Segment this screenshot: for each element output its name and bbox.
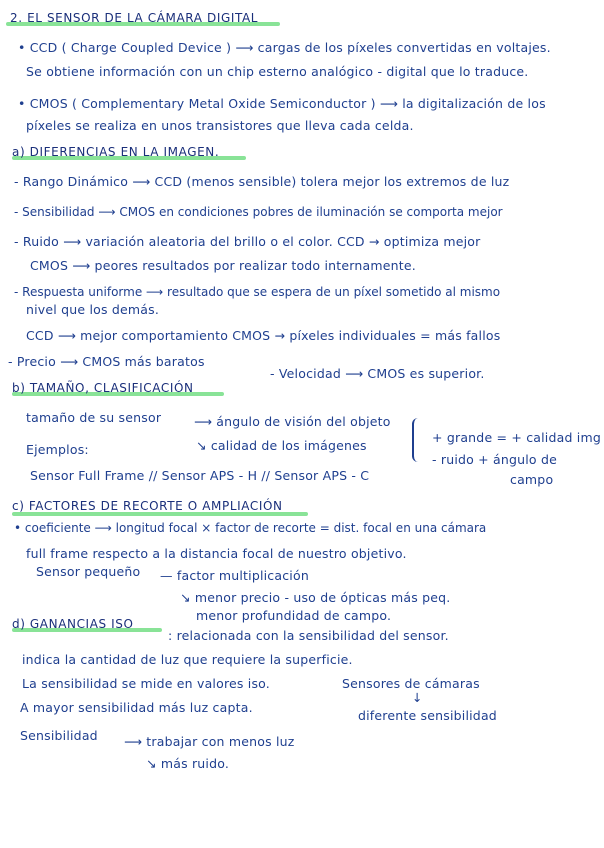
menor-profundidad-text: menor profundidad de campo. [196,608,392,623]
sensores-camaras-text: Sensores de cámaras [342,676,480,691]
mas-ruido-text: ↘ más ruido. [146,756,230,771]
sensibilidad-label: Sensibilidad [20,728,98,743]
campo-text: campo [510,472,554,487]
section-title: 2. EL SENSOR DE LA CÁMARA DIGITAL [10,11,259,25]
cmos-line-1: • CMOS ( Complementary Metal Oxide Semiconductor ) ⟶ la digitalización de los [18,96,546,111]
iso-line-1: : relacionada con la sensibilidad del sensor. [168,628,449,643]
tamano-label: tamaño de su sensor [26,410,162,425]
rango-line: - Rango Dinámico ⟶ CCD (menos sensible) tolera mejor los extremos de luz [14,174,510,189]
section-d-title: d) GANANCIAS ISO [12,617,134,631]
respuesta-line-3: CCD ⟶ mejor comportamiento CMOS → píxeles individuales = más fallos [26,328,501,343]
sensibilidad-line: - Sensibilidad ⟶ CMOS en condiciones pobres de iluminación se comporta mejor [14,205,503,219]
coeficiente-line-2: full frame respecto a la distancia focal de nuestro objetivo. [26,546,407,561]
section-c-title: c) FACTORES DE RECORTE O AMPLIACIÓN [12,499,283,513]
velocidad-line: - Velocidad ⟶ CMOS es superior. [270,366,485,381]
calidad-text: ↘ calidad de los imágenes [196,438,367,453]
trabajar-text: ⟶ trabajar con menos luz [124,734,295,749]
diferente-sensibilidad-text: diferente sensibilidad [358,708,497,723]
factor-multiplicacion-text: — factor multiplicación [160,568,309,583]
sensor-pequeno-label: Sensor pequeño [36,564,141,579]
iso-line-3: La sensibilidad se mide en valores iso. [22,676,270,691]
iso-line-4: A mayor sensibilidad más luz capta. [20,700,253,715]
ruido-line-1: - Ruido ⟶ variación aleatoria del brillo o el color. CCD → optimiza mejor [14,234,481,249]
cmos-line-2: píxeles se realiza en unos transistores que lleva cada celda. [26,118,414,133]
ejemplos-label: Ejemplos: [26,442,89,457]
respuesta-line-2: nivel que los demás. [26,302,160,317]
ruido-line-2: CMOS ⟶ peores resultados por realizar todo internamente. [30,258,416,273]
angulo-text: ⟶ ángulo de visión del objeto [194,414,391,429]
precio-line: - Precio ⟶ CMOS más baratos [8,354,205,369]
ruido-angulo-text: - ruido + ángulo de [432,452,557,467]
section-a-title: a) DIFERENCIAS EN LA IMAGEN. [12,145,220,159]
menor-precio-text: ↘ menor precio - uso de ópticas más peq. [180,590,451,605]
sensores-ejemplos: Sensor Full Frame // Sensor APS - H // Sensor APS - C [30,468,370,483]
coeficiente-line-1: • coeficiente ⟶ longitud focal × factor de recorte = dist. focal en una cámara [14,521,487,535]
grande-text: + grande = + calidad img [432,430,601,445]
iso-line-2: indica la cantidad de luz que requiere la superficie. [22,652,353,667]
section-b-title: b) TAMAÑO, CLASIFICACIÓN [12,381,194,395]
brace-mark [412,418,420,462]
ccd-line-2: Se obtiene información con un chip esterno analógico - digital que lo traduce. [26,64,529,79]
respuesta-line-1: - Respuesta uniforme ⟶ resultado que se espera de un píxel sometido al mismo [14,285,501,299]
down-arrow: ↓ [412,690,423,705]
ccd-line-1: • CCD ( Charge Coupled Device ) ⟶ cargas de los píxeles convertidas en voltajes. [18,40,551,55]
